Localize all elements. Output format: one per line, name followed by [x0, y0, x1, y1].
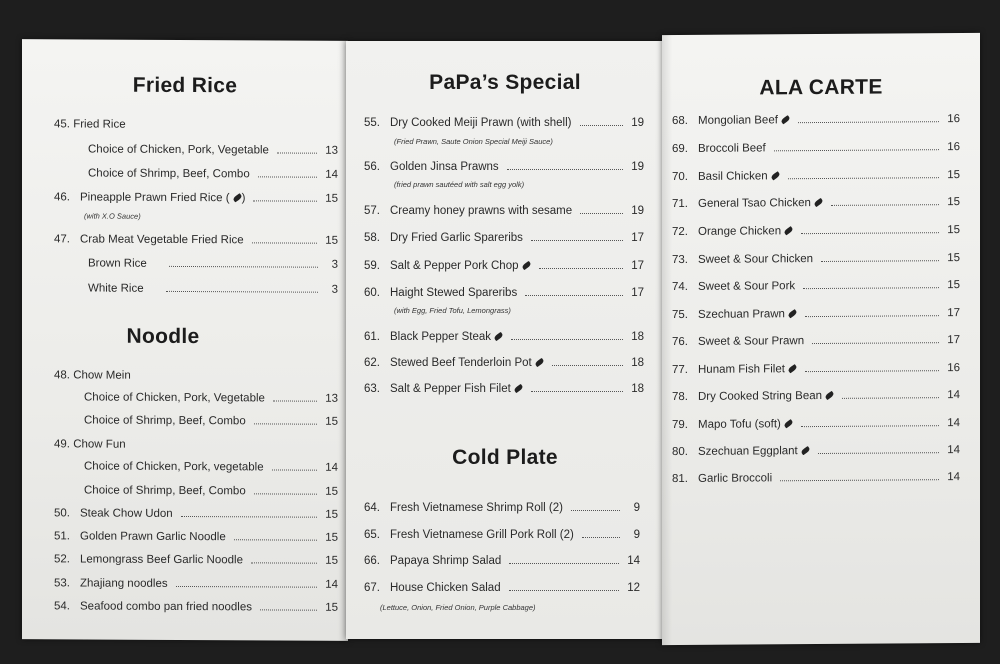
section-title-papas-special: PaPa’s Special	[429, 71, 581, 94]
menu-item-76: 76. Sweet & Sour Prawn 17	[672, 334, 960, 349]
section-title-noodle: Noodle	[126, 324, 200, 349]
chili-pepper-icon	[800, 446, 810, 455]
menu-item-48-option-b: Choice of Shrimp, Beef, Combo 15	[84, 414, 338, 428]
chili-pepper-icon	[824, 391, 834, 400]
chili-pepper-icon	[813, 198, 823, 207]
menu-item-52: 52. Lemongrass Beef Garlic Noodle 15	[54, 553, 338, 567]
chili-pepper-icon	[534, 358, 544, 367]
menu-item-48: 48. Chow Mein	[54, 369, 131, 382]
menu-item-81: 81. Garlic Broccoli 14	[672, 471, 960, 486]
menu-item-75: 75. Szechuan Prawn 17	[672, 307, 960, 322]
menu-item-51: 51. Golden Prawn Garlic Noodle 15	[54, 530, 338, 544]
chili-pepper-icon	[493, 332, 503, 341]
menu-item-59: 59. Salt & Pepper Pork Chop 17	[364, 260, 644, 272]
menu-item-47: 47. Crab Meat Vegetable Fried Rice 15	[54, 233, 338, 247]
menu-item-80: 80. Szechuan Eggplant 14	[672, 444, 960, 459]
menu-item-55-note: (Fried Prawn, Saute Onion Special Meiji Sauce)	[394, 137, 553, 146]
menu-item-46-note: (with X.O Sauce)	[84, 211, 141, 221]
menu-item-45-option-a: Choice of Chicken, Pork, Vegetable 13	[88, 143, 338, 157]
menu-item-60: 60. Haight Stewed Spareribs 17	[364, 287, 644, 299]
section-title-cold-plate: Cold Plate	[452, 446, 558, 469]
menu-item-48-option-a: Choice of Chicken, Pork, Vegetable 13	[84, 391, 338, 405]
menu-item-46: 46. Pineapple Prawn Fried Rice ( ) 15	[54, 191, 338, 205]
menu-item-49-option-b: Choice of Shrimp, Beef, Combo 15	[84, 484, 338, 498]
chili-pepper-icon	[521, 261, 531, 270]
section-title-fried-rice: Fried Rice	[132, 73, 238, 98]
menu-item-63: 63. Salt & Pepper Fish Filet 18	[364, 383, 644, 395]
menu-item-white-rice: White Rice 3	[88, 282, 338, 296]
menu-item-49-option-a: Choice of Chicken, Pork, vegetable 14	[84, 460, 338, 474]
menu-item-72: 72. Orange Chicken 15	[672, 224, 960, 239]
menu-panel-left	[22, 39, 348, 641]
chili-pepper-icon	[783, 420, 793, 429]
chili-pepper-icon	[787, 310, 797, 319]
menu-item-56-note: (fried prawn sautéed with salt egg yolk)	[394, 180, 525, 189]
menu-item-61: 61. Black Pepper Steak 18	[364, 331, 644, 343]
chili-pepper-icon	[783, 227, 793, 236]
menu-item-67-note: (Lettuce, Onion, Fried Onion, Purple Cabbage)	[380, 603, 536, 612]
menu-item-71: 71. General Tsao Chicken 15	[672, 196, 960, 211]
menu-item-64: 64. Fresh Vietnamese Shrimp Roll (2) 9	[364, 502, 640, 514]
menu-item-79: 79. Mapo Tofu (soft) 14	[672, 417, 960, 432]
menu-item-74: 74. Sweet & Sour Pork 15	[672, 279, 960, 294]
menu-item-53: 53. Zhajiang noodles 14	[54, 577, 338, 591]
menu-item-73: 73. Sweet & Sour Chicken 15	[672, 252, 960, 267]
menu-item-77: 77. Hunam Fish Filet 16	[672, 362, 960, 377]
menu-item-68: 68. Mongolian Beef 16	[672, 113, 960, 128]
menu-item-62: 62. Stewed Beef Tenderloin Pot 18	[364, 357, 644, 369]
menu-item-56: 56. Golden Jinsa Prawns 19	[364, 161, 644, 173]
menu-item-brown-rice: Brown Rice 3	[88, 257, 338, 271]
menu-item-50: 50. Steak Chow Udon 15	[54, 507, 338, 521]
menu-item-78: 78. Dry Cooked String Bean 14	[672, 389, 960, 404]
menu-item-57: 57. Creamy honey prawns with sesame 19	[364, 205, 644, 217]
menu-item-49: 49. Chow Fun	[54, 438, 126, 451]
chili-pepper-icon	[780, 116, 790, 125]
chili-pepper-icon	[787, 365, 797, 374]
menu-panel-middle	[346, 41, 664, 639]
chili-pepper-icon	[770, 172, 780, 181]
chili-pepper-icon	[513, 384, 523, 393]
menu-item-45-option-b: Choice of Shrimp, Beef, Combo 14	[88, 167, 338, 181]
menu-item-67: 67. House Chicken Salad 12	[364, 582, 640, 594]
menu-item-70: 70. Basil Chicken 15	[672, 169, 960, 184]
menu-item-60-note: (with Egg, Fried Tofu, Lemongrass)	[394, 306, 511, 315]
menu-item-54: 54. Seafood combo pan fried noodles 15	[54, 600, 338, 614]
menu-item-45: 45. Fried Rice	[54, 118, 126, 131]
menu-item-65: 65. Fresh Vietnamese Grill Pork Roll (2) 9	[364, 529, 640, 541]
section-title-ala-carte: ALA CARTE	[759, 75, 883, 100]
menu-item-66: 66. Papaya Shrimp Salad 14	[364, 555, 640, 567]
menu-item-55: 55. Dry Cooked Meiji Prawn (with shell) 19	[364, 117, 644, 129]
menu-item-69: 69. Broccoli Beef 16	[672, 141, 960, 156]
menu-panel-right	[662, 33, 980, 645]
menu-item-58: 58. Dry Fried Garlic Spareribs 17	[364, 232, 644, 244]
